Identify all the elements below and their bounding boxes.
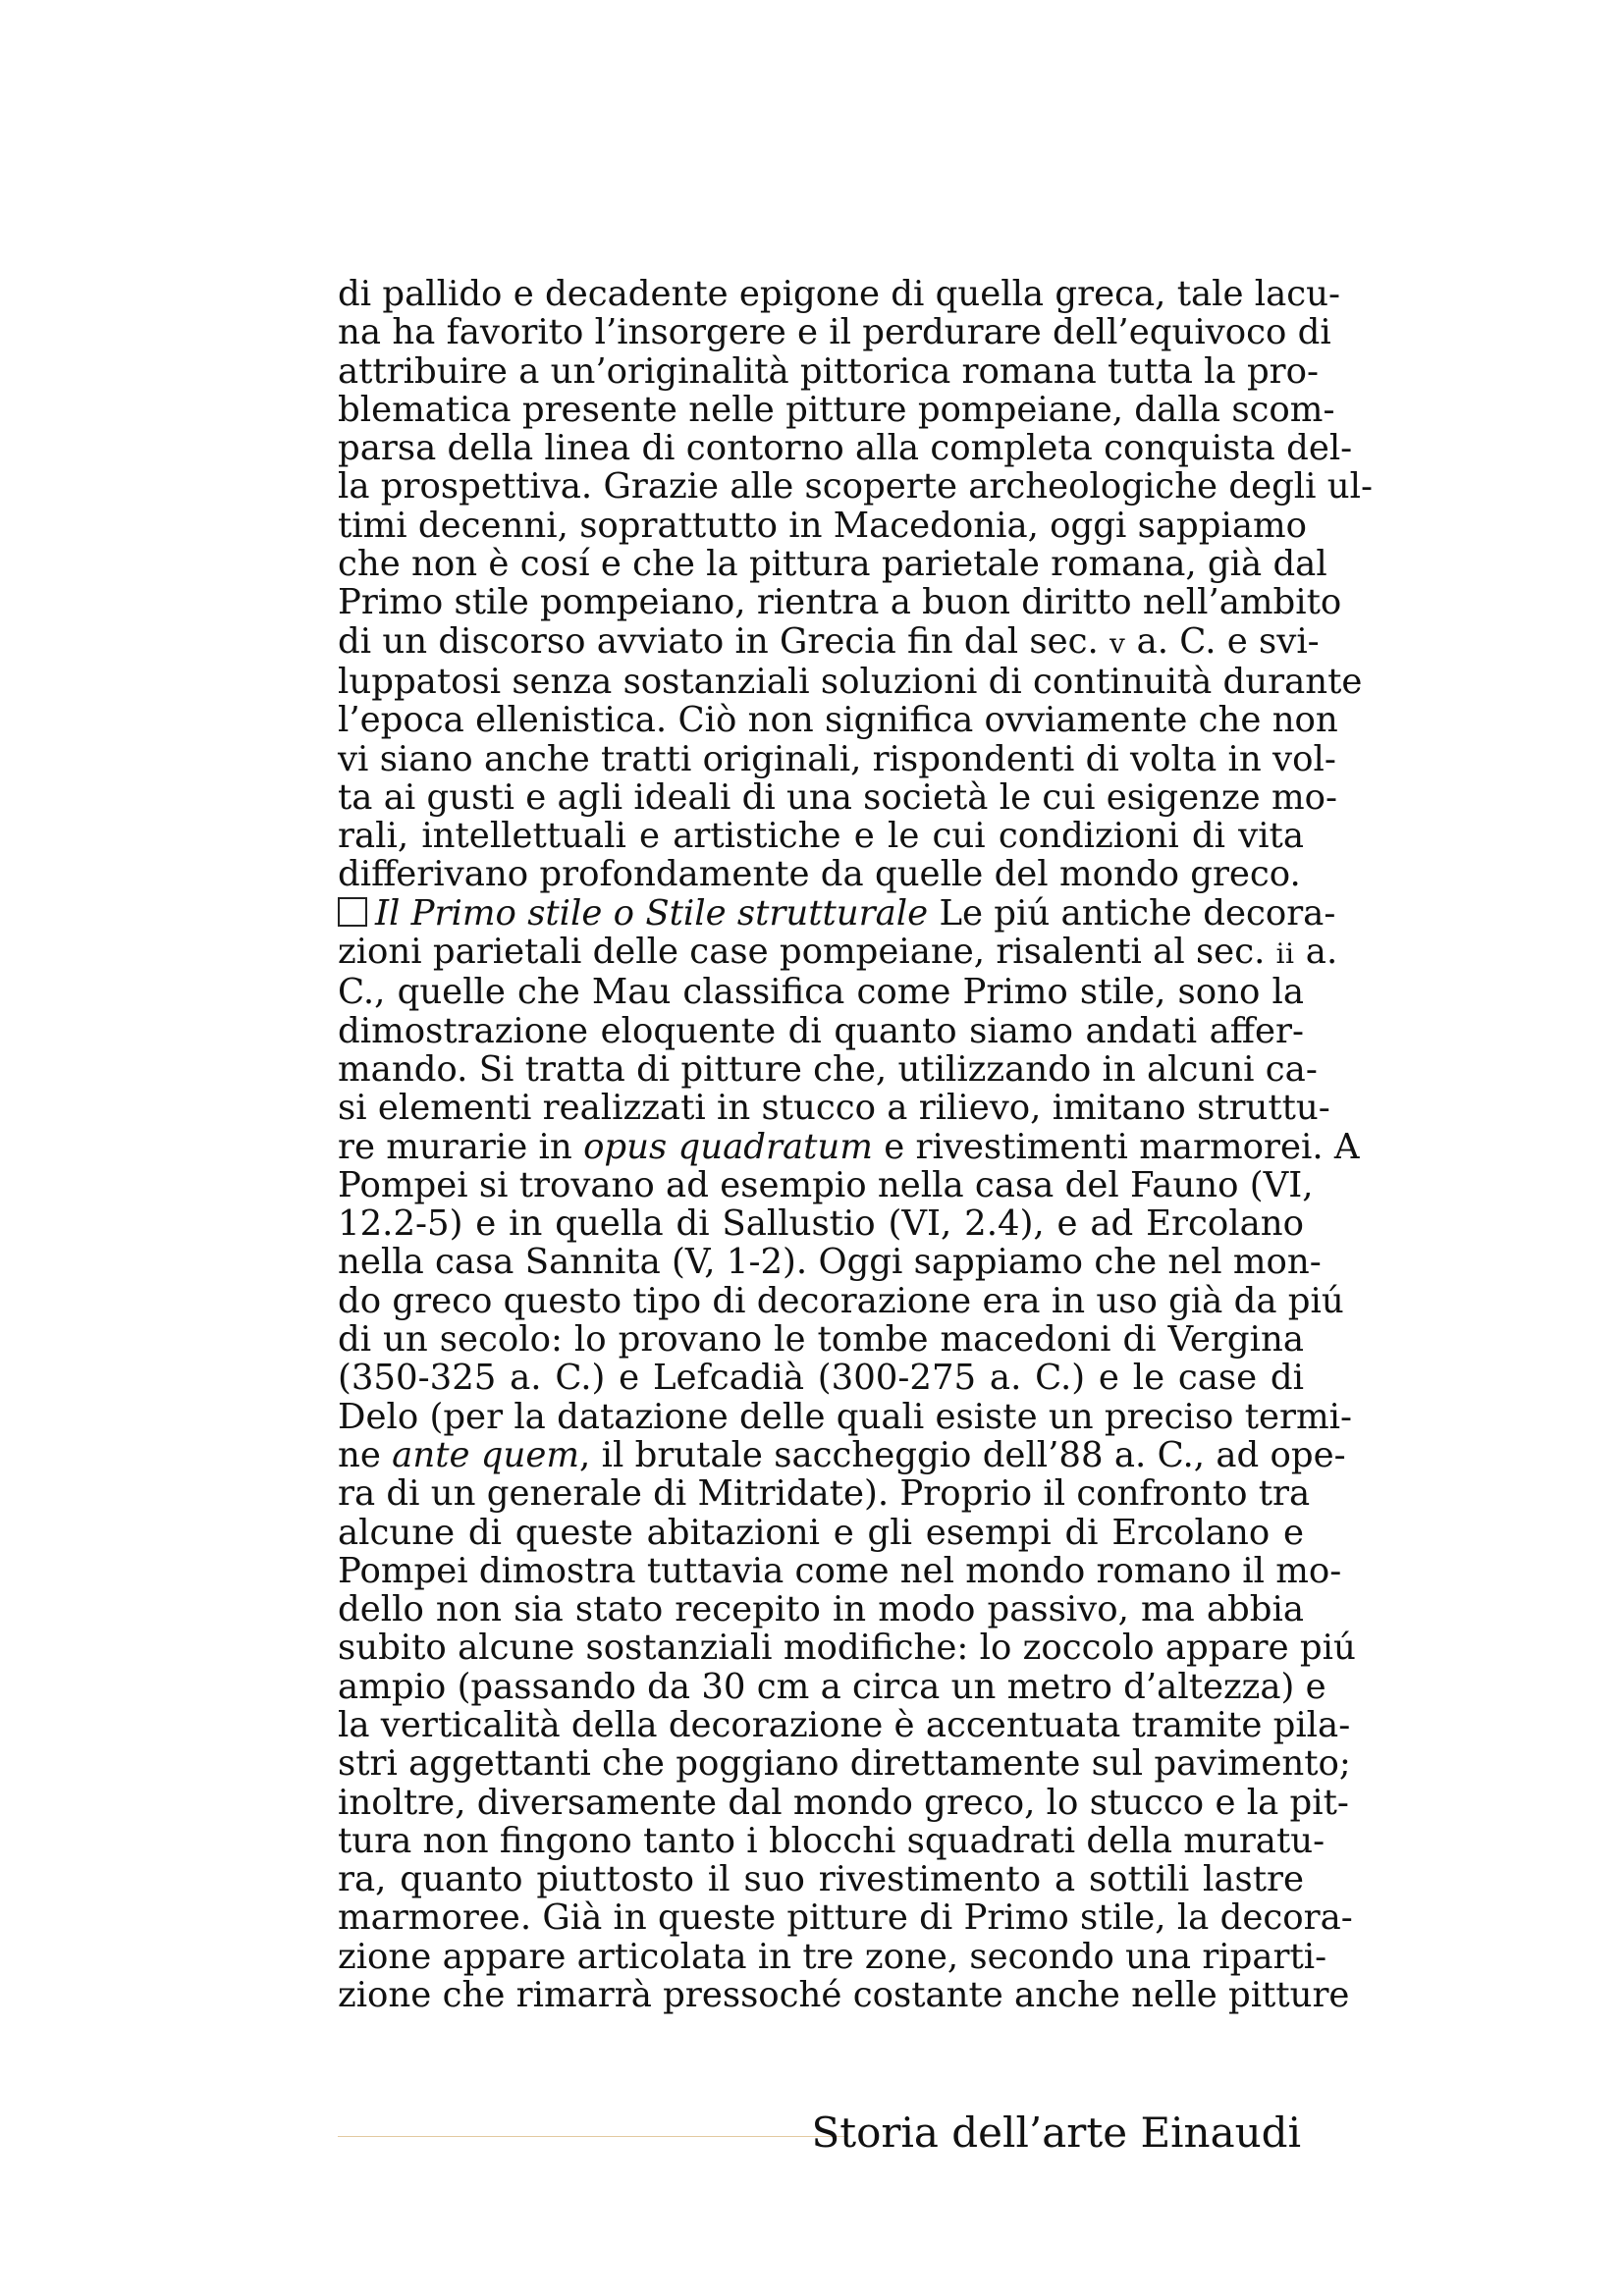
- text-line: [338, 620, 1320, 663]
- text-line: la verticalità della decorazione è accentuata tramite pila-: [338, 1704, 1351, 1745]
- text-line: mando. Si tratta di pitture che, utilizzando in alcuni ca-: [338, 1048, 1318, 1090]
- text-line: Pompei dimostra tuttavia come nel mondo romano il mo-: [338, 1550, 1342, 1591]
- text-line: Primo stile pompeiano, rientra a buon diritto nell’ambito: [338, 582, 1342, 623]
- text-line: dimostrazione eloquente di quanto siamo andati affer-: [338, 1010, 1304, 1051]
- text-line: [338, 932, 1338, 973]
- text-line: attribuire a un’originalità pittorica romana tutta la pro-: [338, 350, 1320, 392]
- body-text: [338, 274, 1374, 2016]
- text-line: Delo (per la datazione delle quali esiste un preciso termi-: [338, 1396, 1352, 1437]
- text-line: marmoree. Già in queste pitture di Primo stile, la decora-: [338, 1897, 1353, 1939]
- text-line: nella casa Sannita (V, 1-2). Oggi sappiamo che nel mon-: [338, 1242, 1322, 1283]
- text-segment: a. C. e svi-: [1136, 620, 1320, 662]
- text-line: do greco questo tipo di decorazione era in uso già da piú: [338, 1280, 1344, 1321]
- text-line: (350-325 a. C.) e Lefcadià (300-275 a. C.) e le case di: [338, 1358, 1304, 1399]
- text-line: Pompei si trovano ad esempio nella casa del Fauno (VI,: [338, 1164, 1314, 1205]
- text-line: blematica presente nelle pitture pompeiane, dalla scom-: [338, 389, 1335, 430]
- text-line: dello non sia stato recepito in modo passivo, ma abbia: [338, 1589, 1304, 1630]
- text-segment: , il brutale saccheggio dell’88 a. C., ad ope-: [579, 1434, 1346, 1475]
- text-line: l’epoca ellenistica. Ciò non significa ovviamente che non: [338, 700, 1338, 741]
- italic-term: ante quem: [392, 1434, 580, 1475]
- text-line: 12.2-5) e in quella di Sallustio (VI, 2.4), e ad Ercolano: [338, 1203, 1304, 1245]
- text-line: tura non fingono tanto i blocchi squadrati della muratu-: [338, 1820, 1325, 1861]
- text-line: rali, intellettuali e artistiche e le cui condizioni di vita: [338, 816, 1304, 857]
- text-segment: di un discorso avviato in Grecia fin dal sec.: [338, 620, 1099, 662]
- text-segment: zioni parietali delle case pompeiane, risalenti al sec.: [338, 932, 1266, 973]
- text-line: ra di un generale di Mitridate). Proprio il confronto tra: [338, 1473, 1311, 1515]
- text-line: timi decenni, soprattutto in Macedonia, oggi sappiamo: [338, 505, 1308, 546]
- text-line: parsa della linea di contorno alla completa conquista del-: [338, 428, 1353, 469]
- text-line: inoltre, diversamente dal mondo greco, lo stucco e la pit-: [338, 1782, 1349, 1823]
- text-line: [338, 1434, 1346, 1475]
- text-line: ampio (passando da 30 cm a circa un metro d’altezza) e: [338, 1666, 1326, 1707]
- text-segment: ne: [338, 1434, 381, 1475]
- text-line: ra, quanto piuttosto il suo rivestimento a sottili lastre: [338, 1859, 1304, 1900]
- text-segment: re murarie in: [338, 1126, 572, 1167]
- section-first-line: [338, 892, 1336, 934]
- text-line: zione che rimarrà pressoché costante anche nelle pitture: [338, 1975, 1350, 2016]
- text-line: la prospettiva. Grazie alle scoperte archeologiche degli ul-: [338, 466, 1374, 507]
- text-line: subito alcune sostanziali modifiche: lo zoccolo appare piú: [338, 1628, 1356, 1669]
- text-line: zione appare articolata in tre zone, secondo una riparti-: [338, 1936, 1327, 1977]
- italic-term: opus quadratum: [583, 1126, 873, 1167]
- text-line: na ha favorito l’insorgere e il perdurare dell’equivoco di: [338, 312, 1331, 353]
- text-segment: a.: [1305, 932, 1338, 973]
- text-line: luppatosi senza sostanziali soluzioni di continuità durante: [338, 661, 1363, 702]
- section-title: Il Primo stile o Stile strutturale: [375, 892, 929, 934]
- text-line: C., quelle che Mau classifica come Primo stile, sono la: [338, 972, 1304, 1013]
- text-line: ta ai gusti e agli ideali di una società le cui esigenze mo-: [338, 776, 1337, 818]
- square-bullet-icon: [338, 897, 367, 927]
- text-line: alcune di queste abitazioni e gli esempi di Ercolano e: [338, 1512, 1304, 1553]
- text-segment: Le piú antiche decora-: [939, 892, 1336, 934]
- small-caps-century: v: [1109, 626, 1126, 660]
- text-line: di pallido e decadente epigone di quella greca, tale lacu-: [338, 274, 1341, 314]
- text-segment: e rivestimenti marmorei. A: [884, 1126, 1360, 1167]
- text-line: differivano profondamente da quelle del mondo greco.: [338, 854, 1301, 895]
- text-line: [338, 1126, 1360, 1167]
- text-line: si elementi realizzati in stucco a rilievo, imitano struttu-: [338, 1088, 1330, 1129]
- small-caps-century: ii: [1275, 937, 1295, 971]
- text-line: che non è cosí e che la pittura parietale romana, già dal: [338, 544, 1327, 585]
- footer-publisher: Storia dell’arte Einaudi: [811, 2109, 1301, 2157]
- text-line: stri aggettanti che poggiano direttamente sul pavimento;: [338, 1743, 1351, 1785]
- text-line: vi siano anche tratti originali, rispondenti di volta in vol-: [338, 738, 1336, 779]
- footer-divider: [338, 2136, 848, 2137]
- text-line: di un secolo: lo provano le tombe macedoni di Vergina: [338, 1319, 1304, 1361]
